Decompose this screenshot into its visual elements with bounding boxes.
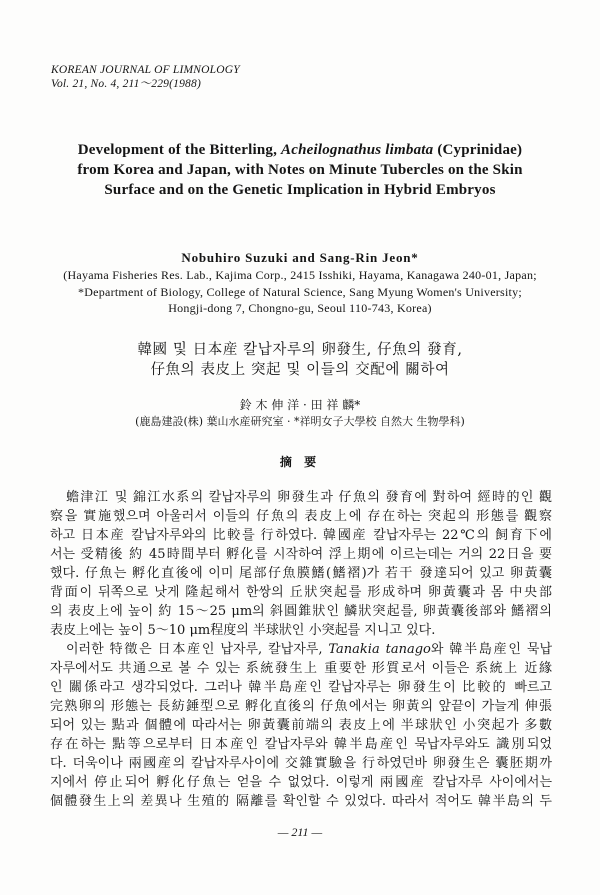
title-line-3: Surface and on the Genetic Implication in Hybrid Embryos: [104, 182, 496, 198]
abstract-line: 個體發生上의 差異나 生殖的 隔離를 확인할 수 있었다. 따라서 적어도 韓半島의 두: [50, 794, 552, 809]
korean-title-line: 韓國 및 日本産 칼납자루의 卵發生, 仔魚의 發育,: [137, 342, 463, 358]
abstract-line: 背面이 뒤쪽으로 낫게 隆起해서 한쌍의 丘狀突起를 形成하며 卵黃囊과 몸 中央部: [50, 585, 552, 600]
journal-name: KOREAN JOURNAL OF LIMNOLOGY: [51, 64, 240, 76]
abstract-line: 했다. 仔魚는 孵化直後에 이미 尾部仔魚膜鰭(鰭褶)가 若干 發達되어 있고 卵黃囊: [50, 566, 552, 581]
title-line-1-end: (Cyprinidae): [433, 142, 523, 158]
paper-title: [0, 140, 600, 200]
title-line-1: [0, 140, 600, 160]
korean-affiliation: (鹿島建設(株) 葉山水産研究室 · *祥明女子大學校 自然大 生物學科): [135, 415, 465, 428]
page-number: — 211 —: [277, 825, 323, 839]
abstract-line: 存在하는 點等으로부터 日本産인 칼납자루와 韓半島産인 묵납자루와도 識別되었: [50, 737, 552, 752]
abstract-line: 서는 受精後 約 45時間부터 孵化를 시작하여 浮上期에 이르는데는 거의 22日을 要: [50, 547, 552, 562]
abstract-line: 인 關係라고 생각되었다. 그러나 韓半島産인 칼납자루는 卵發生이 比較的 빠르고: [50, 680, 552, 695]
abstract-line: [50, 640, 552, 659]
affiliation-line: (Hayama Fisheries Res. Lab., Kajima Corp., 2415 Isshiki, Hayama, Kanagawa 240-01, Japan;: [63, 268, 537, 282]
abstract-line: 의 表皮上에 높이 約 15～25 μm의 斜圓錐狀인 鱗狀突起를, 卵黃囊後部와 鰭褶의: [50, 604, 552, 619]
title-species-name: Acheilognathus limbata: [281, 142, 434, 158]
abstract-line: 다. 더욱이나 兩國産의 칼납자루사이에 交雜實驗을 行하였던바 卵發生은 囊胚期까: [50, 756, 552, 771]
abstract-line: 表皮上에는 높이 5～10 μm程度의 半球狀인 小突起를 지니고 있다.: [50, 623, 436, 638]
author-affiliations: [0, 267, 600, 317]
abstract-body: [50, 488, 552, 811]
abstract-line: 되어 있는 點과 個體에 따라서는 卵黃囊前端의 表皮上에 半球狀인 小突起가 多數: [50, 718, 552, 733]
abstract-line: 하고 日本産 칼납자루와의 比較를 行하였다. 韓國産 칼납자루는 22℃의 飼育下에: [50, 528, 552, 543]
korean-title: [0, 340, 600, 380]
affiliation-line: Hongji-dong 7, Chongno-gu, Seoul 110-743, Korea): [168, 301, 432, 315]
journal-header: [51, 63, 240, 91]
author-names: Nobuhiro Suzuki and Sang-Rin Jeon*: [181, 250, 419, 265]
korean-title-line: 仔魚의 表皮上 突起 및 이들의 交配에 關하여: [150, 362, 450, 378]
abstract-line: 完熟卵의 形態는 長紡錘型으로 孵化直後의 仔魚에서는 卵黃의 앞끝이 가늘게 伸張: [50, 699, 552, 714]
affiliation-line: *Department of Biology, College of Natural Science, Sang Myung Women's University;: [78, 284, 522, 299]
abstract-line: 蟾津江 및 錦江水系의 칼납자루의 卵發生과 仔魚의 發育에 對하여 經時的인 觀: [66, 490, 552, 505]
abstract-line: 察을 實施했으며 아울러서 이들의 仔魚의 表皮上에 存在하는 突起의 形態를 觀察: [50, 509, 552, 524]
korean-author-names: 鈴 木 伸 洋 · 田 祥 麟*: [239, 398, 361, 412]
abstract-line-start: 이러한 特徵은 日本産인 납자루, 칼납자루,: [66, 642, 329, 657]
species-name: Tanakia tanago: [328, 642, 431, 657]
journal-volume: Vol. 21, No. 4, 211～229(1988): [51, 78, 201, 90]
abstract-heading: 摘 要: [279, 455, 321, 469]
abstract-line: 지에서 停止되어 孵化仔魚는 얻을 수 없었다. 이렇게 兩國産 칼납자루 사이에서는: [50, 775, 552, 790]
abstract-line: 자루에서도 共通으로 볼 수 있는 系統發生上 重要한 形質로서 이들은 系統上 近緣: [50, 661, 552, 676]
title-line-2: from Korea and Japan, with Notes on Minute Tubercles on the Skin: [77, 162, 523, 178]
abstract-line-end: 와 韓半島産인 묵납: [430, 642, 553, 657]
title-line-1-start: Development of the Bitterling,: [77, 142, 282, 158]
